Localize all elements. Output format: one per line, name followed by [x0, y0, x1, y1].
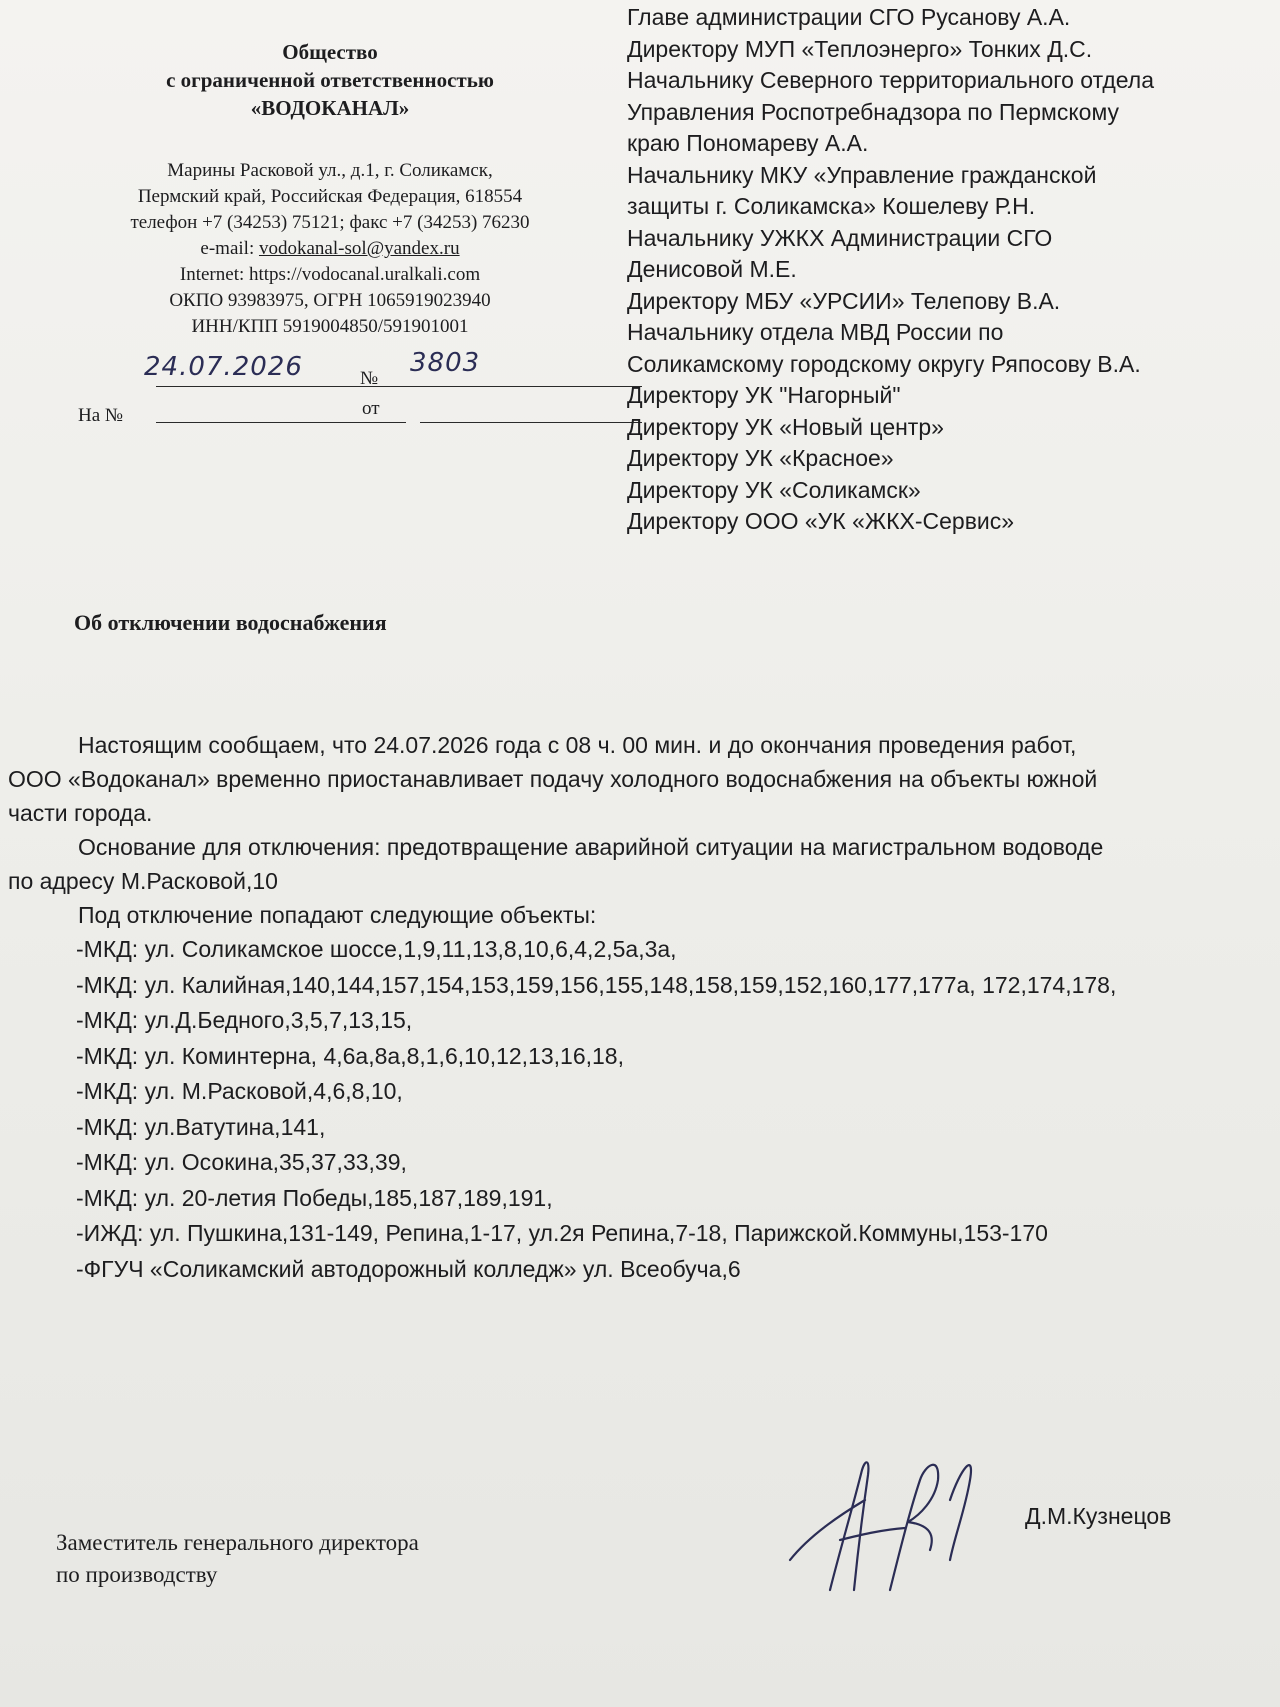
email-link[interactable]: vodokanal-sol@yandex.ru	[258, 238, 460, 259]
registration-block	[70, 348, 590, 430]
body-paragraph-3: Под отключение попадают следующие объекты:	[78, 902, 597, 928]
recipient-line: Директору УК «Красное»	[627, 445, 894, 471]
body-paragraph-2-line-1: Основание для отключения: предотвращение аварийной ситуации на магистральном водоводе	[78, 834, 1104, 860]
recipient-line: Начальнику УЖКХ Администрации СГО	[627, 224, 1053, 251]
signatory-title	[56, 1527, 419, 1591]
recipient-line: Начальнику Северного территориального отдела	[627, 67, 1155, 93]
recipient-line: Директору УК «Новый центр»	[627, 413, 944, 440]
reply-date-underline	[420, 422, 642, 423]
recipient-line: Начальнику МКУ «Управление гражданской	[627, 161, 1097, 188]
recipient-line: Управления Роспотребнадзора по Пермскому	[627, 98, 1120, 125]
letter-body	[8, 728, 1268, 1287]
recipient-line: Соликамскому городскому округу Ряпосову В.А.	[627, 350, 1141, 377]
list-item: -МКД: ул. Коминтерна, 4,6а,8а,8,1,6,10,12,13,16,18,	[76, 1042, 624, 1069]
sender-internet: Internet: https://vodocanal.uralkali.com	[179, 264, 481, 285]
list-item: -МКД: ул. 20-летия Победы,185,187,189,191,	[76, 1184, 553, 1211]
recipient-line: защиты г. Соликамска» Кошелеву Р.Н.	[627, 193, 1036, 219]
number-underline	[402, 386, 642, 387]
list-item: -МКД: ул.Д.Бедного,3,5,7,13,15,	[76, 1007, 413, 1033]
list-item: -МКД: ул. Соликамское шоссе,1,9,11,13,8,10,6,4,2,5а,3а,	[76, 936, 677, 962]
list-item: -МКД: ул. Калийная,140,144,157,154,153,159,156,155,148,158,159,152,160,177,177а, 172,174,178,	[76, 971, 1117, 998]
body-paragraph-1-line-3: части города.	[8, 800, 153, 826]
recipient-line: Начальнику отдела МВД России по	[627, 319, 1004, 345]
recipient-line: Главе администрации СГО Русанову А.А.	[627, 4, 1071, 30]
number-label: №	[360, 368, 379, 389]
signatory-name: Д.М.Кузнецов	[1025, 1503, 1172, 1529]
sender-address-line1: Марины Расковой ул., д.1, г. Соликамск,	[167, 160, 493, 181]
sender-okpo: ОКПО 93983975, ОГРН 1065919023940	[169, 290, 491, 311]
from-label: от	[362, 398, 380, 419]
reply-to-label: На №	[78, 405, 124, 426]
email-label: e-mail:	[200, 238, 259, 259]
org-name-line1: Общество	[282, 40, 378, 64]
body-paragraph-1-line-1: Настоящим сообщаем, что 24.07.2026 года с 08 ч. 00 мин. и до окончания проведения работ,	[78, 732, 1077, 758]
recipients-list	[627, 2, 1247, 538]
list-item: -ИЖД: ул. Пушкина,131-149, Репина,1-17, ул.2я Репина,7-18, Парижской.Коммуны,153-170	[76, 1220, 1048, 1246]
list-item: -МКД: ул. М.Расковой,4,6,8,10,	[76, 1078, 403, 1104]
letter-subject: Об отключении водоснабжения	[74, 610, 387, 635]
sender-block	[60, 38, 600, 340]
org-name-line2: с ограниченной ответственностью	[166, 68, 494, 92]
recipient-line: Директору ООО «УК «ЖКХ-Сервис»	[627, 508, 1015, 534]
signatory-title-line2: по производству	[56, 1562, 218, 1587]
sender-phone: телефон +7 (34253) 75121; факс +7 (34253) 76230	[130, 212, 530, 233]
signatory-title-line1: Заместитель генерального директора	[56, 1530, 419, 1555]
recipient-line: Директору УК "Нагорный"	[627, 382, 901, 408]
affected-objects-list	[76, 932, 1268, 1287]
sender-email-line	[60, 236, 600, 262]
outgoing-date-handwritten: 24.07.2026	[144, 352, 303, 382]
list-item: -ФГУЧ «Соликамский автодорожный колледж» ул. Всеобуча,6	[76, 1255, 741, 1282]
recipient-line: Директору УК «Соликамск»	[627, 476, 921, 503]
outgoing-number-handwritten: 3803	[410, 348, 481, 378]
reply-number-underline	[156, 422, 406, 423]
body-paragraph-2-line-2: по адресу М.Расковой,10	[8, 868, 278, 894]
body-paragraph-1-line-2: ООО «Водоканал» временно приостанавливает подачу холодного водоснабжения на объекты южной	[8, 766, 1098, 792]
list-item: -МКД: ул. Осокина,35,37,33,39,	[76, 1149, 407, 1175]
org-name-line3: «ВОДОКАНАЛ»	[250, 96, 410, 120]
recipient-line: Директору МБУ «УРСИИ» Телепову В.А.	[627, 287, 1061, 314]
recipient-line: краю Пономареву А.А.	[627, 130, 869, 156]
recipient-line: Денисовой М.Е.	[627, 256, 797, 282]
recipient-line: Директору МУП «Теплоэнерго» Тонких Д.С.	[627, 35, 1093, 62]
sender-inn: ИНН/КПП 5919004850/591901001	[191, 316, 469, 337]
list-item: -МКД: ул.Ватутина,141,	[76, 1113, 326, 1140]
sender-address-line2: Пермский край, Российская Федерация, 618554	[137, 186, 523, 207]
handwritten-signature	[770, 1440, 1010, 1610]
